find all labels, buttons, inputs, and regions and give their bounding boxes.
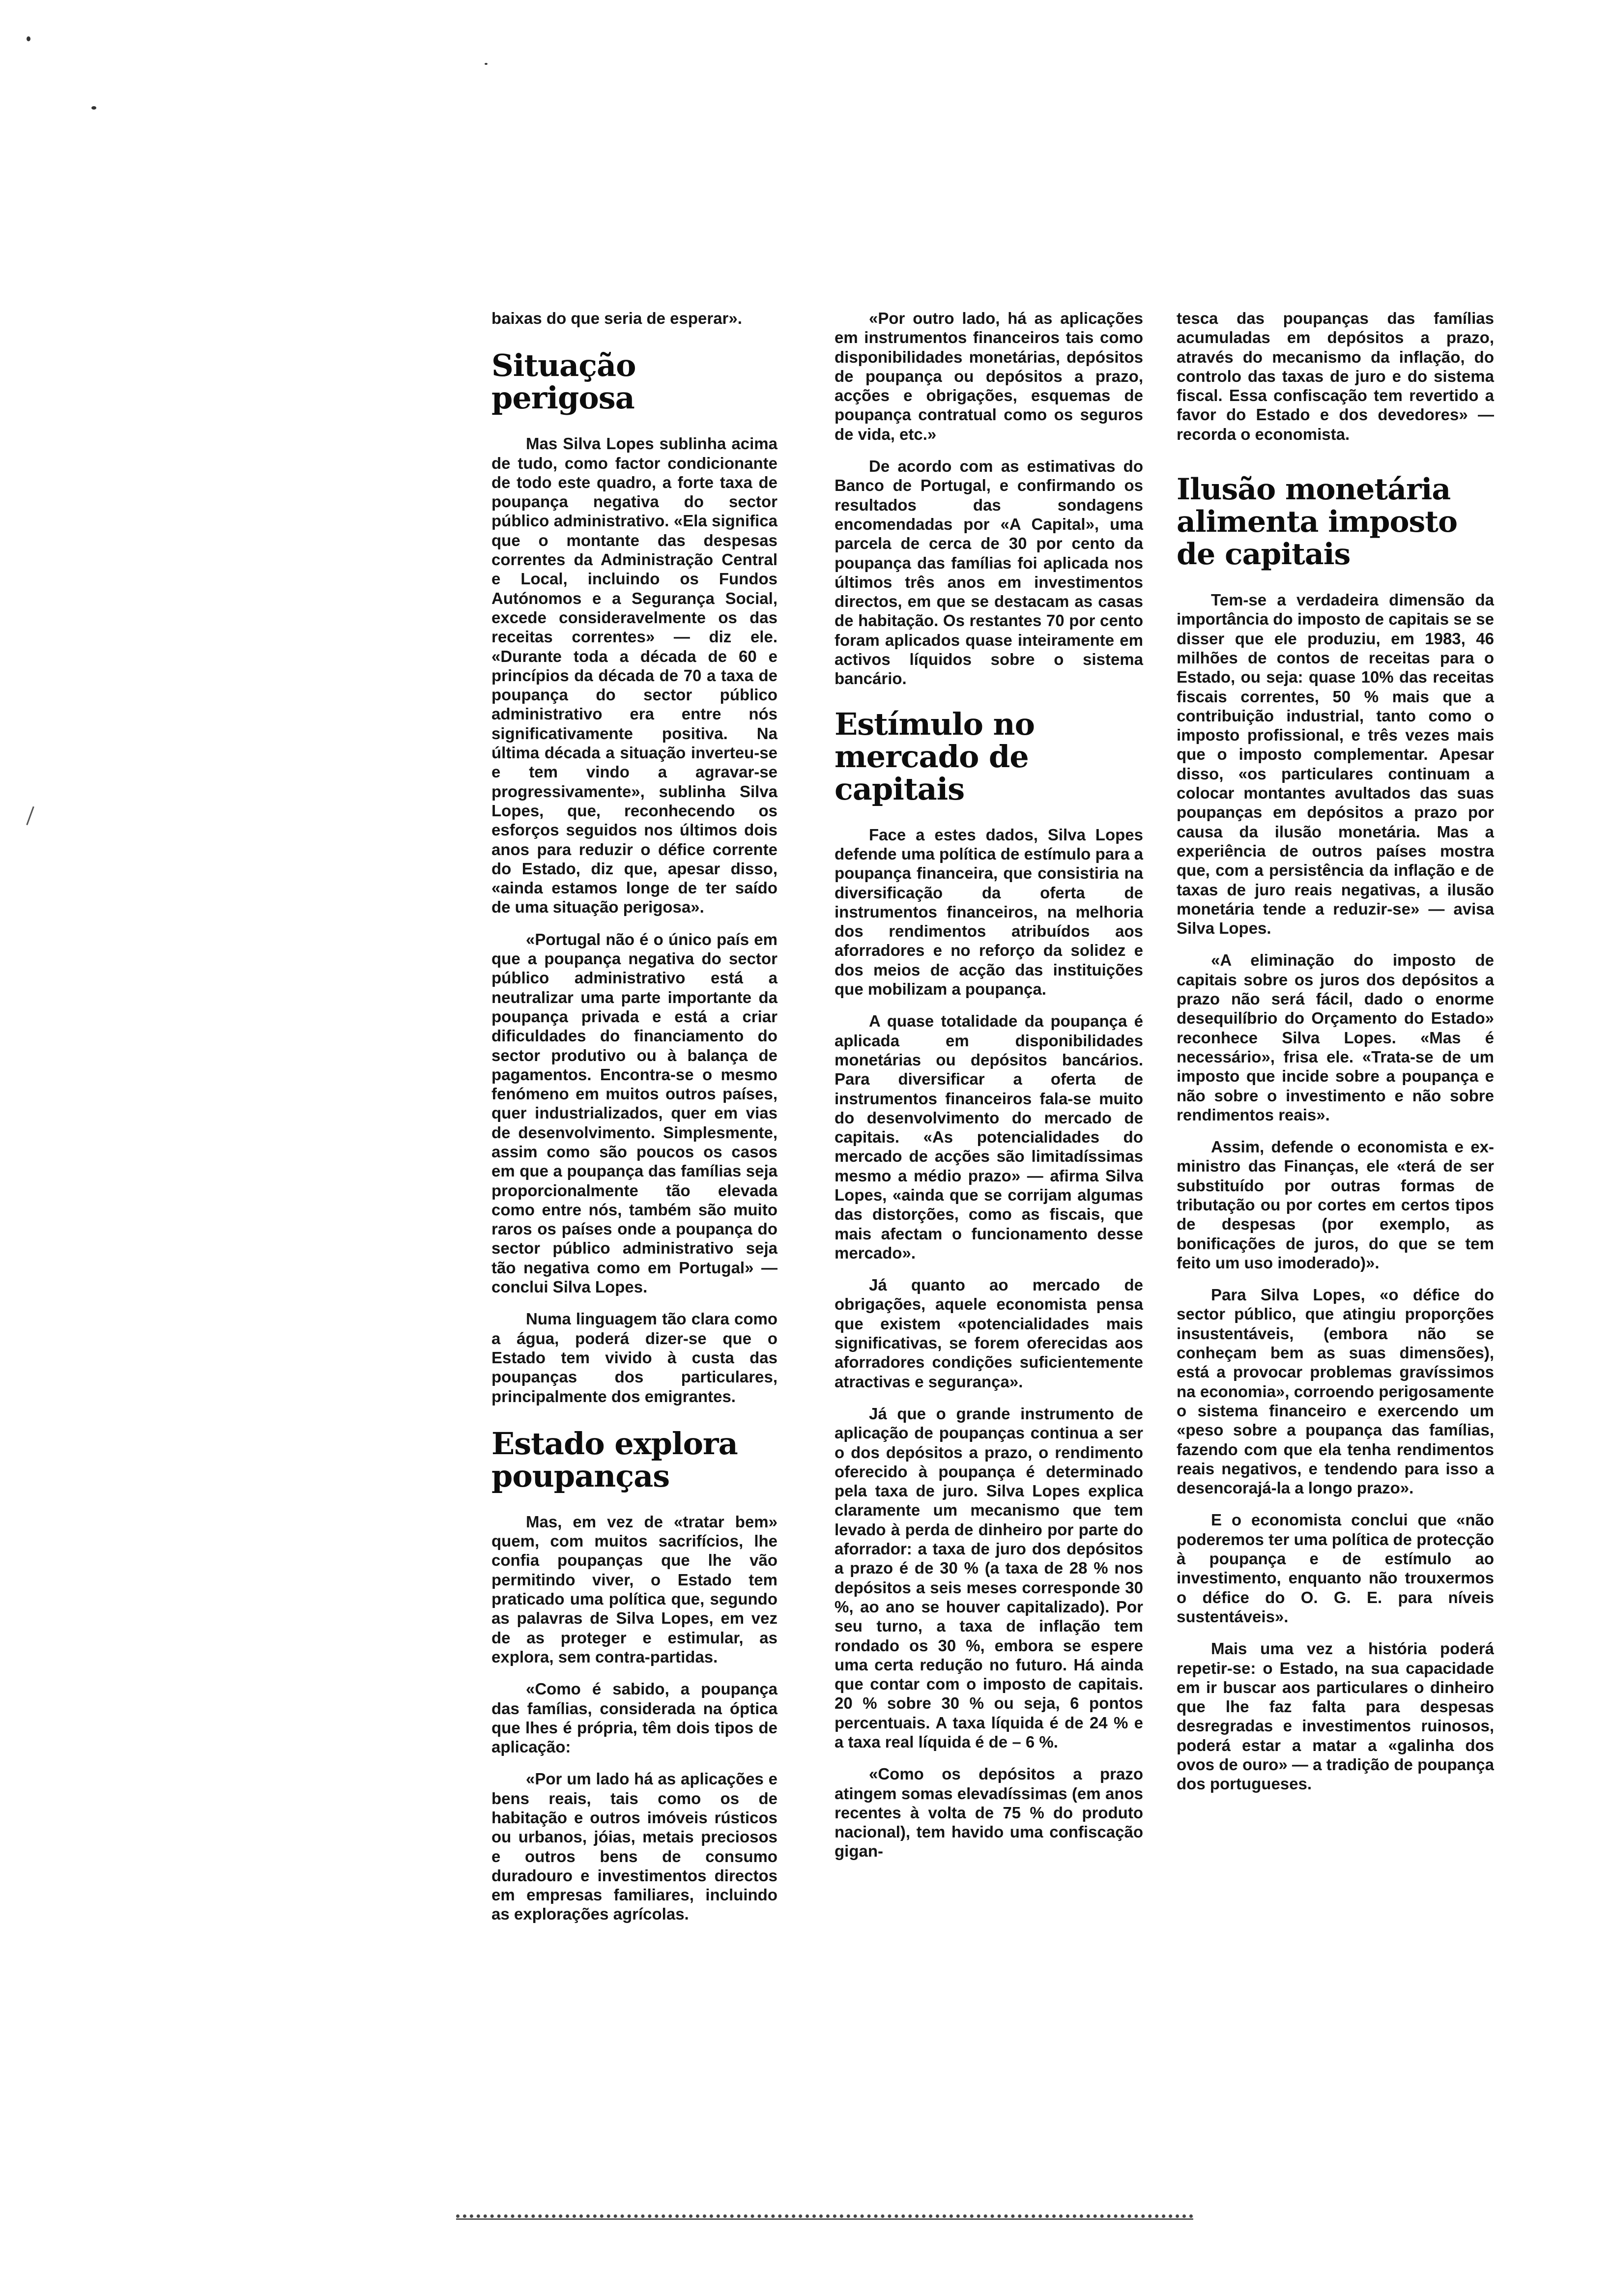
paragraph: De acordo com as estimativas do Banco de Portugal, e confirmando os resultados das sondagens encomendadas por «A Capital», uma parcela de cerca de 30 por cento da poupança das famílias foi aplicada nos últimos três anos em investimentos directos, em que se destacam as casas de habitação. Os restantes 70 por cento foram aplicados quase inteiramente em activos líquidos sobre o sistema bancário. <box>835 457 1143 688</box>
article-column-1 <box>491 309 777 1937</box>
paragraph: «Por um lado há as aplicações e bens reais, tais como os de habitação e outros imóveis rústicos ou urbanos, jóias, metais preciosos e outros bens de consumo duradouro e investimentos directos em empresas familiares, incluindo as explorações agrícolas. <box>491 1770 777 1923</box>
paragraph: «Como é sabido, a poupança das famílias, considerada na óptica que lhes é própria, têm dois tipos de aplicação: <box>491 1680 777 1756</box>
scan-mark <box>26 806 34 826</box>
article-column-2 <box>835 309 1143 1874</box>
paragraph: Já que o grande instrumento de aplicação de poupanças continua a ser o dos depósitos a prazo, o rendimento oferecido à poupança é determinado pela taxa de juro. Silva Lopes explica claramente um mecanismo que tem levado à perda de dinheiro por parte do aforrador: a taxa de juro dos depósitos a prazo é de 30 % (a taxa de 28 % nos depósitos a seis meses corresponde 30 %, ao ano se houver capitalizado). Por seu turno, a taxa de inflação tem rondado os 30 %, embora se espere uma certa redução no futuro. Há ainda que contar com o imposto de capitais. 20 % sobre 30 % ou seja, 6 pontos percentuais. A taxa líquida é de 24 % e a taxa real líquida é de – 6 %. <box>835 1404 1143 1751</box>
scan-speck <box>485 63 488 65</box>
subheading-estimulo-mercado-capitais: Estímulo no mercado de capitais <box>835 706 1035 807</box>
article-column-3 <box>1177 309 1494 1807</box>
paragraph: Mas Silva Lopes sublinha acima de tudo, como factor condicionante de todo este quadro, a forte taxa de poupança negativa do sector público administrativo. «Ela significa que o montante das despesas correntes da Administração Central e Local, incluindo os Fundos Autónomos e a Segurança Social, excede consideravelmente os das receitas correntes» — diz ele. «Durante toda a década de 60 e princípios da década de 70 a taxa de poupança do sector público administrativo era entre nós significativamente positiva. Na última década a situação inverteu-se e tem vindo a agravar-se progressivamente», sublinha Silva Lopes, que, reconhecendo os esforços seguidos nos últimos dois anos para reduzir o défice corrente do Estado, diz que, apesar disso, «ainda estamos longe de ter saído de uma situação perigosa». <box>491 434 777 917</box>
paragraph: tesca das poupanças das famílias acumuladas em depósitos a prazo, através do mecanismo da inflação, do controlo das taxas de juro e do sistema fiscal. Essa confiscação tem revertido a favor do Estado e dos devedores» — recorda o economista. <box>1177 309 1494 443</box>
bottom-rule-line <box>456 2218 1193 2220</box>
paragraph: Já quanto ao mercado de obrigações, aquele economista pensa que existem «potencialidades mais significativas, se forem oferecidas aos aforradores condições suficientemente atractivas e segurança». <box>835 1276 1143 1391</box>
paragraph: Tem-se a verdadeira dimensão da importância do imposto de capitais se se disser que ele produziu, em 1983, 46 milhões de contos de receitas para o Estado, ou seja: quase 10% das receitas fiscais correntes, 50 % mais que a contribuição industrial, tanto como o imposto profissional, e três vezes mais que o imposto complementar. Apesar disso, «os particulares continuam a colocar montantes avultados das suas poupanças em depósitos a prazo por causa da ilusão monetária. Mas a experiência de outros países mostra que, com a persistência da inflação e de taxas de juro reais negativas, a ilusão monetária tende a reduzir-se» — avisa Silva Lopes. <box>1177 591 1494 938</box>
paragraph: «Por outro lado, há as aplicações em instrumentos financeiros tais como disponibilidades monetárias, depósitos de poupança ou depósitos a prazo, acções e obrigações, esquemas de poupança contratual como os seguros de vida, etc.» <box>835 309 1143 443</box>
paragraph: Face a estes dados, Silva Lopes defende uma política de estímulo para a poupança financeira, que consistiria na diversificação da oferta de instrumentos financeiros, na melhoria dos rendimentos atribuídos aos aforradores e no reforço da solidez e dos meios de acção das instituições que mobilizam a poupança. <box>835 825 1143 999</box>
paragraph: «Como os depósitos a prazo atingem somas elevadíssimas (em anos recentes à volta de 75 % do produto nacional), tem havido uma confiscação gigan- <box>835 1765 1143 1861</box>
paragraph: «Portugal não é o único país em que a poupança negativa do sector público administrativo está a neutralizar uma parte importante da poupança privada e está a criar dificuldades do financiamento do sector produtivo ou à balança de pagamentos. Encontra-se o mesmo fenómeno em muitos outros países, quer industrializados, quer em vias de desenvolvimento. Simplesmente, assim como são poucos os casos em que a poupança das famílias seja proporcionalmente tão elevada como entre nós, também são muito raros os países onde a poupança do sector público administrativo seja tão negativa como em Portugal» — conclui Silva Lopes. <box>491 930 777 1296</box>
paragraph: baixas do que seria de esperar». <box>491 309 742 327</box>
paragraph: A quase totalidade da poupança é aplicada em disponibilidades monetárias ou depósitos bancários. Para diversificar a oferta de instrumentos financeiros fala-se muito do desenvolvimento do mercado de capitais. «As potencialidades do mercado de acções são limitadíssimas mesmo a médio prazo» — afirma Silva Lopes, «ainda que se corrijam algumas das distorções, como as fiscais, que mais afectam o funcionamento desse mercado». <box>835 1012 1143 1262</box>
subheading-ilusao-monetaria: Ilusão monetária alimenta imposto de capitais <box>1177 472 1457 572</box>
scan-speck <box>91 106 96 110</box>
bottom-rule <box>456 2214 1193 2218</box>
paragraph: Numa linguagem tão clara como a água, poderá dizer-se que o Estado tem vivido à custa das poupanças dos particulares, principalmente dos emigrantes. <box>491 1310 777 1406</box>
paragraph: «A eliminação do imposto de capitais sobre os juros dos depósitos a prazo não será fácil, dado o enorme desequilíbrio do Orçamento do Estado» reconhece Silva Lopes. «Mas é necessário», frisa ele. «Trata-se de um imposto que incide sobre a poupança e não sobre o investimento e não sobre rendimentos reais». <box>1177 951 1494 1124</box>
scan-speck <box>27 36 30 41</box>
paragraph: Assim, defende o economista e ex-ministro das Finanças, ele «terá de ser substituído por outras formas de tributação ou por cortes em certos tipos de despesas (por exemplo, as bonificações de juros, do que se tem feito um uso imoderado)». <box>1177 1138 1494 1272</box>
subheading-estado-explora-poupancas: Estado explora poupanças <box>491 1425 738 1494</box>
paragraph: Mais uma vez a história poderá repetir-se: o Estado, na sua capacidade em ir buscar aos particulares o dinheiro que lhe faz falta para despesas desregradas e investimentos ruinosos, poderá estar a matar a «galinha dos ovos de ouro» — a tradição de poupança dos portugueses. <box>1177 1639 1494 1793</box>
paragraph: Mas, em vez de «tratar bem» quem, com muitos sacrifícios, lhe confia poupanças que lhe vão permitindo viver, o Estado tem praticado uma política que, segundo as palavras de Silva Lopes, em vez de as proteger e estimular, as explora, sem contra-partidas. <box>491 1512 777 1666</box>
paragraph: Para Silva Lopes, «o défice do sector público, que atingiu proporções insustentáveis, (embora não se conheçam bem as suas dimensões), está a provocar problemas gravíssimos na economia», corroendo perigosamente o sistema financeiro e exercendo um «peso sobre a poupança das famílias, fazendo com que ela tenha rendimentos reais negativos, e tendendo para isso a desencorajá-la a longo prazo». <box>1177 1286 1494 1497</box>
paragraph: E o economista conclui que «não poderemos ter uma política de protecção à poupança e de estímulo ao investimento, enquanto não trouxermos o défice do O. G. E. para níveis sustentáveis». <box>1177 1511 1494 1626</box>
subheading-situacao-perigosa: Situação perigosa <box>491 347 636 416</box>
